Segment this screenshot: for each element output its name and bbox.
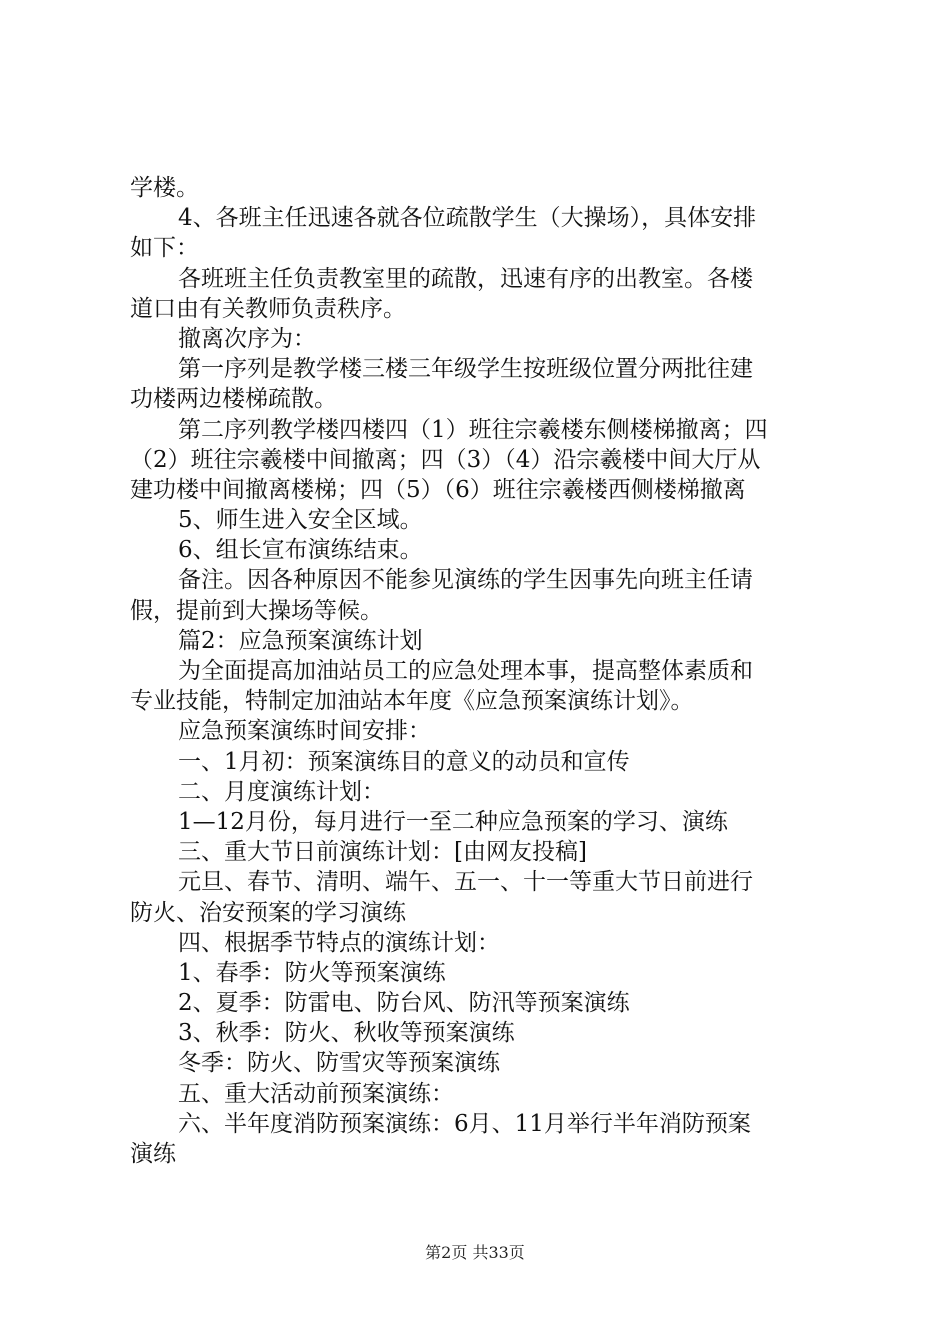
text-line: 一、1月初：预案演练目的意义的动员和宣传 [178,748,630,775]
text-line: 4、各班主任迅速各就各位疏散学生（大操场），具体安排 [178,205,757,232]
text-line: 四、根据季节特点的演练计划： [178,929,500,956]
text-line: 1—12月份，每月进行一至二种应急预案的学习、演练 [178,808,728,835]
text-line: 1、春季：防火等预案演练 [178,959,446,986]
text-line: 应急预案演练时间安排： [178,718,431,745]
text-line: 功楼两边楼梯疏散。 [130,386,337,413]
text-line: 道口由有关教师负责秩序。 [130,295,406,322]
text-line: 六、半年度消防预案演练：6月、11月举行半年消防预案 [178,1110,751,1137]
text-line: 学楼。 [130,175,199,201]
text-line: 假，提前到大操场等候。 [130,597,383,624]
page-footer [0,1241,950,1265]
text-line: 建功楼中间撤离楼梯；四（5）（6）班往宗羲楼西侧楼梯撤离 [130,476,746,503]
text-line: 6、组长宣布演练结束。 [178,537,423,564]
text-line: 3、秋季：防火、秋收等预案演练 [178,1020,515,1047]
text-line: （2）班往宗羲楼中间撤离；四（3）（4）沿宗羲楼中间大厅从 [130,446,761,473]
text-line: 备注。因各种原因不能参见演练的学生因事先向班主任请 [178,567,753,594]
text-line: 演练 [130,1141,176,1167]
text-line: 5、师生进入安全区域。 [178,507,423,534]
text-line: 元旦、春节、清明、端午、五一、十一等重大节日前进行 [178,869,753,896]
text-line: 2、夏季：防雷电、防台风、防汛等预案演练 [178,990,630,1017]
text-line: 专业技能，特制定加油站本年度《应急预案演练计划》。 [130,688,694,715]
text-line: 为全面提高加油站员工的应急处理本事，提高整体素质和 [178,658,753,684]
text-line: 冬季：防火、防雪灾等预案演练 [178,1050,500,1077]
text-line: 三、重大节日前演练计划：[由网友投稿] [178,839,587,866]
text-line: 第二序列教学楼四楼四（1）班往宗羲楼东侧楼梯撤离；四 [178,416,768,443]
text-line: 各班班主任负责教室里的疏散，迅速有序的出教室。各楼 [178,265,753,292]
document-body [130,173,835,1169]
text-line: 二、月度演练计划： [178,778,385,805]
text-line: 如下： [130,235,199,262]
text-line: 五、重大活动前预案演练： [178,1080,454,1107]
text-line: 篇2：应急预案演练计划 [178,627,423,654]
text-line: 防火、治安预案的学习演练 [130,899,406,926]
page-number: 第2页 共33页 [425,1243,525,1262]
text-line: 第一序列是教学楼三楼三年级学生按班级位置分两批往建 [178,356,753,383]
text-line: 撤离次序为： [178,325,316,352]
